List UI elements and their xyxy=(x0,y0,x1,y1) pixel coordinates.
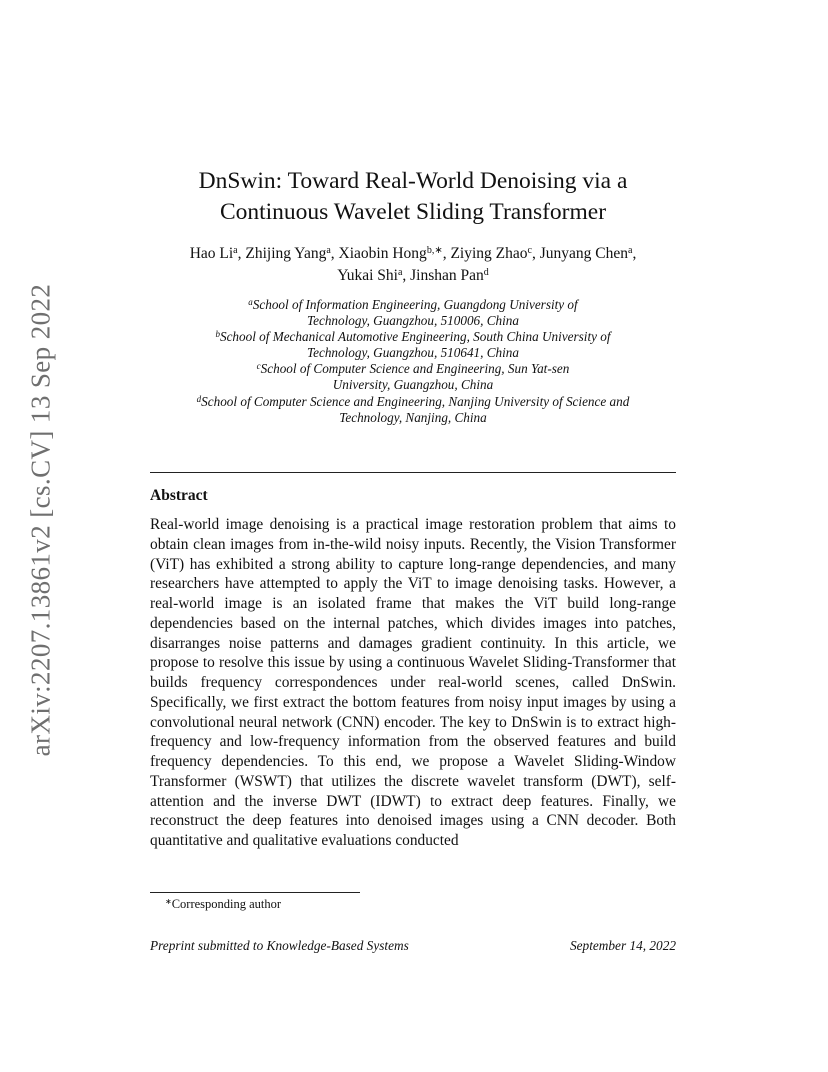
affiliation-c-cont: University, Guangzhou, China xyxy=(332,377,494,393)
affiliation-a-cont: Technology, Guangzhou, 510006, China xyxy=(307,313,519,329)
author-line-1: Hao Li$^a$, Zhijing Yang$^a$, Xiaobin Hong$^{b,∗}$, Ziying Zhao$^c$, Junyang Chen$^a$, xyxy=(189,245,637,262)
author-affil-mark: a xyxy=(627,245,633,256)
footnote-divider xyxy=(150,892,360,893)
preprint-note: Preprint submitted to Knowledge-Based Systems xyxy=(150,938,409,953)
author-affil-mark: a xyxy=(326,245,331,256)
affiliation-a xyxy=(150,297,676,313)
author-affil-mark: a xyxy=(397,267,403,278)
paper-title xyxy=(150,166,676,228)
author-name: Zhijing Yang xyxy=(245,245,327,262)
author-name: Ziying Zhao xyxy=(450,245,528,262)
header-divider xyxy=(150,472,676,473)
author-affil-mark: a xyxy=(233,245,238,256)
author-name: Hao Li xyxy=(189,245,234,262)
affiliation-d xyxy=(150,394,676,410)
author-affil-mark: d xyxy=(483,267,489,278)
abstract-body: Real-world image denoising is a practical image restoration problem that aims to obtain clean images from in-the-wild noisy inputs. Recently, the Vision Transformer (ViT) has exhibited a strong ability to capture long-range dependencies, and many researchers have attempted to apply the ViT to image denoising tasks. However, a real-world image is an isolated frame that makes the ViT build long-range dependencies based on the internal patches, which divides images into patches, disarranges noise patterns and damages gradient continuity. In this article, we propose to resolve this issue by using a continuous Wavelet Sliding-Transformer that builds frequency correspondences under real-world scenes, called DnSwin. Specifically, we first extract the bottom features from noisy input images by using a convolutional neural network (CNN) encoder. The key to DnSwin is to extract high-frequency and low-frequency information from the observed features and build frequency dependencies. To this end, we propose a Wavelet Sliding-Window Transformer (WSWT) that utilizes the discrete wavelet transform (DWT), self-attention and the inverse DWT (IDWT) to extract deep features. Finally, we reconstruct the deep features into denoised images using a CNN decoder. Both quantitative and qualitative evaluations conducted xyxy=(150,516,676,849)
affil-mark: d xyxy=(196,393,202,404)
affil-mark: c xyxy=(256,361,261,372)
affiliation-c xyxy=(150,361,676,377)
affiliation-b-cont: Technology, Guangzhou, 510641, China xyxy=(307,345,519,361)
author-list xyxy=(150,243,676,287)
author-name: Jinshan Pan xyxy=(410,267,484,284)
author-name: Xiaobin Hong xyxy=(338,245,427,262)
affil-text: School of Computer Science and Engineering, Sun Yat-sen xyxy=(260,361,570,377)
author-line-2: Yukai Shi$^a$, Jinshan Pan$^d$ xyxy=(337,267,489,284)
author-affil-mark: c xyxy=(527,245,532,256)
abstract-heading: Abstract xyxy=(150,487,208,504)
arxiv-identifier: arXiv:2207.13861v2 [cs.CV] 13 Sep 2022 xyxy=(25,283,56,757)
author-affil-mark: b,∗ xyxy=(426,245,443,256)
affil-mark: a xyxy=(248,297,253,307)
affiliation-b xyxy=(150,329,676,345)
author-name: Yukai Shi xyxy=(337,267,398,284)
title-line-1: DnSwin: Toward Real-World Denoising via a xyxy=(198,168,628,194)
footnote-mark: ∗ xyxy=(165,897,172,906)
affiliation-list xyxy=(150,297,676,426)
title-line-2: Continuous Wavelet Sliding Transformer xyxy=(219,199,607,225)
affil-text: School of Information Engineering, Guangdong University of xyxy=(252,297,578,312)
footnote-text: Corresponding author xyxy=(171,897,282,911)
affiliation-d-cont: Technology, Nanjing, China xyxy=(339,409,487,425)
author-name: Junyang Chen xyxy=(539,245,628,262)
footnote xyxy=(165,897,281,912)
affil-mark: b xyxy=(215,329,220,340)
affil-text: School of Mechanical Automotive Engineering, South China University of xyxy=(219,329,611,345)
affil-text: School of Computer Science and Engineering, Nanjing University of Science and xyxy=(201,393,630,409)
preprint-date: September 14, 2022 xyxy=(570,938,676,953)
